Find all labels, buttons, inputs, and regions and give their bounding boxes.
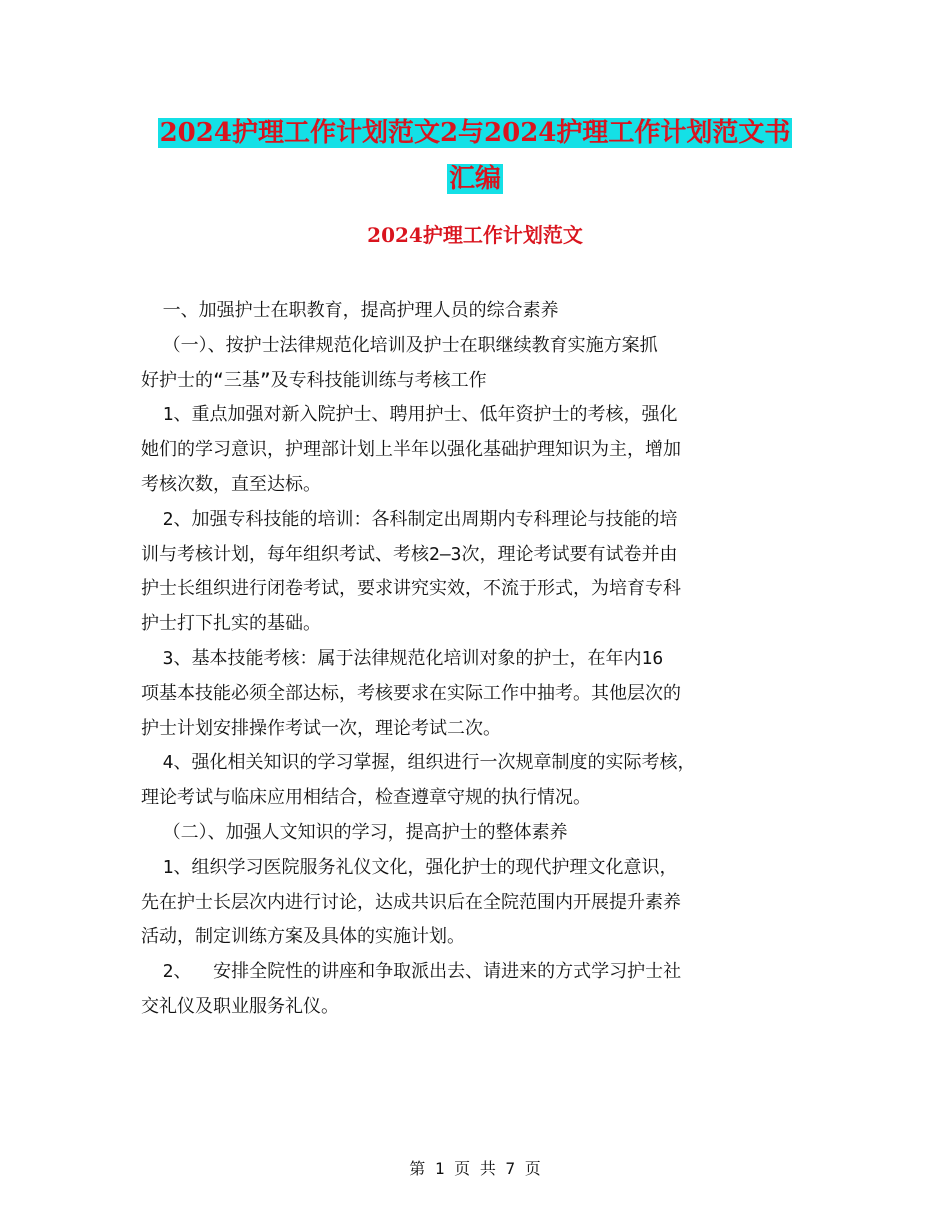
text-line: 好护士的“三基”及专科技能训练与考核工作	[141, 369, 487, 391]
text-line: 1、重点加强对新入院护士、聘用护士、低年资护士的考核，强化	[141, 404, 678, 426]
text-line: 4、强化相关知识的学习掌握，组织进行一次规章制度的实际考核，	[141, 752, 696, 774]
text-line: （一）、按护士法律规范化培训及护士在职继续教育实施方案抓	[141, 334, 658, 356]
title-line-2: 汇编	[448, 164, 501, 194]
text-line: 护士长组织进行闭卷考试，要求讲究实效，不流于形式，为培育专科	[141, 578, 681, 600]
text-line: 考核次数，直至达标。	[141, 473, 321, 495]
title-line-1: 2024护理工作计划范文2与2024护理工作计划范文书	[159, 118, 791, 148]
section-title: 2024护理工作计划范文	[367, 223, 583, 247]
text-line: 3、基本技能考核：属于法律规范化培训对象的护士，在年内16	[141, 647, 664, 669]
text-line: 她们的学习意识，护理部计划上半年以强化基础护理知识为主，增加	[141, 439, 681, 461]
text-line: 护士计划安排操作考试一次，理论考试二次。	[141, 717, 501, 739]
text-line: 理论考试与临床应用相结合，检查遵章守规的执行情况。	[141, 787, 591, 809]
text-line: 1、组织学习医院服务礼仪文化，强化护士的现代护理文化意识，	[141, 856, 678, 878]
document-title	[0, 110, 950, 202]
document-body	[141, 294, 821, 1025]
page-footer: 第 1 页 共 7 页	[409, 1159, 541, 1178]
text-line: 训与考核计划，每年组织考试、考核2—3次，理论考试要有试卷并由	[141, 543, 678, 565]
text-line: 项基本技能必须全部达标，考核要求在实际工作中抽考。其他层次的	[141, 682, 681, 704]
text-line: 2、 安排全院性的讲座和争取派出去、请进来的方式学习护士社	[141, 961, 682, 983]
text-line: 2、加强专科技能的培训：各科制定出周期内专科理论与技能的培	[141, 508, 678, 530]
text-line: 交礼仪及职业服务礼仪。	[141, 995, 339, 1017]
text-line: 护士打下扎实的基础。	[141, 613, 321, 635]
text-line: 活动，制定训练方案及具体的实施计划。	[141, 926, 465, 948]
text-line: 先在护士长层次内进行讨论，达成共识后在全院范围内开展提升素养	[141, 891, 681, 913]
text-line: 一、加强护士在职教育，提高护理人员的综合素养	[141, 300, 559, 321]
text-line: （二）、加强人文知识的学习，提高护士的整体素养	[141, 821, 568, 843]
